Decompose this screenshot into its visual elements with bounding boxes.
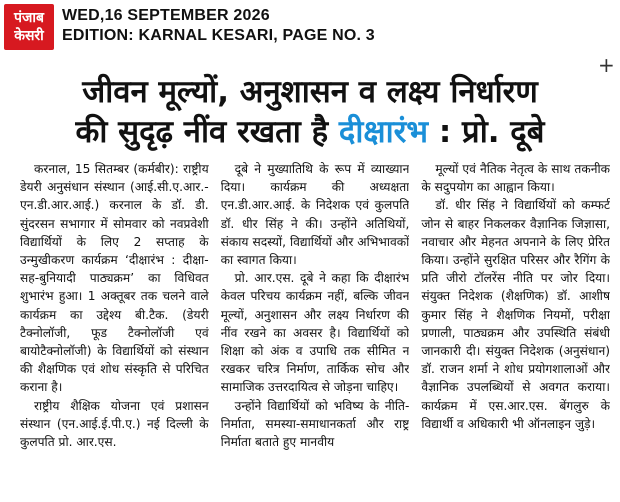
column-2-paragraph-2: प्रो. आर.एस. दूबे ने कहा कि दीक्षारंभ केवल परिचय कार्यक्रम नहीं, बल्कि जीवन मूल्यों, अनुशासन और लक्ष्य निर्धारण की नींव रखने का अवसर है। विद्यार्थियों को शिक्षा को अंक व उपाधि तक सीमित न रखकर चरित्र निर्माण, तार्किक सोच और सामाजिक उत्तरदायित्व से जोड़ना चाहिए। [220,271,410,395]
logo-line-1: पंजाब [14,10,44,26]
article-column-2 [221,160,410,502]
column-3-paragraph-1: मूल्यों एवं नैतिक नेतृत्व के साथ तकनीक के सदुपयोग का आह्वान किया। [421,162,610,195]
headline-part-2: : प्रो. दूबे [428,114,545,150]
date-line: WED,16 SEPTEMBER 2026 [62,7,270,24]
logo-line-2: केसरी [14,28,44,44]
newspaper-logo [4,4,54,50]
column-2-paragraph-3: उन्होंने विद्यार्थियों को भविष्य के नीति-निर्माता, समस्या-समाधानकर्ता और राष्ट्र निर्माता बताते हुए मानवीय [220,398,410,450]
headline-line-2 [0,112,620,152]
headline-line-1: जीवन मूल्यों, अनुशासन व लक्ष्य निर्धारण [82,74,538,110]
headline-accent: दीक्षारंभ [338,114,429,150]
crosshair-plus-icon: + [598,53,615,77]
article-headline [0,72,620,152]
column-2-paragraph-1: दूबे ने मुख्यातिथि के रूप में व्याख्यान दिया। कार्यक्रम की अध्यक्षता एन.डी.आर.आई. के निदेशक एवं कुलपति डॉ. धीर सिंह ने की। उन्होंने अतिथियों, संकाय सदस्यों, विद्यार्थियों और अभिभावकों का स्वागत किया। [220,162,410,268]
column-1-paragraph-2: राष्ट्रीय शैक्षिक योजना एवं प्रशासन संस्थान (एन.आई.ई.पी.ए.) नई दिल्ली के कुलपति प्रो. आर.एस. [20,398,209,450]
column-1-paragraph-1: करनाल, 15 सितम्बर (कर्मबीर): राष्ट्रीय डेयरी अनुसंधान संस्थान (आई.सी.ए.आर.-एन.डी.आर.आई.) करनाल के डॉ. डी. सुंदरसन सभागार में सोमवार को नवप्रवेशी विद्यार्थियों के लिए 2 सप्ताह के उन्मुखीकरण कार्यक्रम ‘दीक्षारंभ : दीक्षा-सह-बुनियादी पाठ्यक्रम’ का विधिवत शुभारंभ हुआ। 1 अक्तूबर तक चलने वाले कार्यक्रम का उद्देश्य बी.टैक. (डेयरी टैक्नोलॉजी, फूड टैक्नोलॉजी एवं बायोटैक्नोलॉजी) के विद्यार्थियों को संस्थान की शैक्षणिक एवं शोध संस्कृति से परिचित कराना है। [20,162,209,395]
column-3-paragraph-2: डॉ. धीर सिंह ने विद्यार्थियों को कम्फर्ट जोन से बाहर निकलकर वैज्ञानिक जिज्ञासा, नवाचार और मेहनत अपनाने के लिए प्रेरित किया। उन्होंने सुरक्षित परिसर और रैगिंग के प्रति जीरो टॉलरेंस नीति पर जोर दिया। संयुक्त निदेशक (शैक्षणिक) डॉ. आशीष कुमार सिंह ने शैक्षणिक नियमों, परीक्षा प्रणाली, पाठ्यक्रम और उपस्थिति संबंधी जानकारी दी। संयुक्त निदेशक (अनुसंधान) डॉ. राजन शर्मा ने शोध प्रयोगशालाओं और वैज्ञानिक उपलब्धियों से अवगत कराया। कार्यक्रम में एस.आर.एस. बेंगलुरु के विद्यार्थी व अधिकारी भी ऑनलाइन जुड़े। [421,198,610,431]
article-column-1 [20,160,209,502]
edition-line: EDITION: KARNAL KESARI, PAGE NO. 3 [62,27,375,44]
headline-part-1: की सुदृढ़ नींव रखता है [75,114,339,150]
article-body [20,160,610,502]
article-column-3 [421,160,610,502]
edition-meta [62,6,375,46]
